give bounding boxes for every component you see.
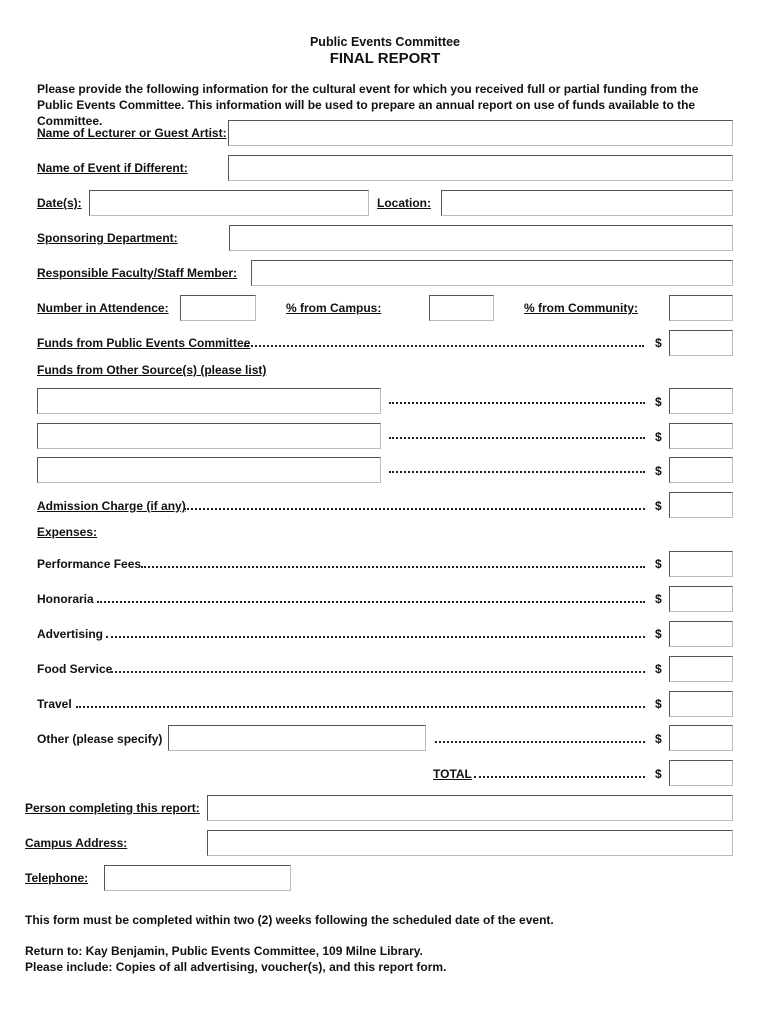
other-source-amount-1[interactable] xyxy=(669,388,733,414)
organization-name: Public Events Committee xyxy=(309,35,461,49)
honoraria-label: Honoraria xyxy=(37,592,94,606)
telephone-label: Telephone: xyxy=(25,871,89,885)
location-label: Location: xyxy=(377,196,431,210)
food-service-label: Food Service xyxy=(37,662,113,676)
campus-address-input[interactable] xyxy=(207,830,733,856)
other-source-input-2[interactable] xyxy=(37,423,381,449)
location-input[interactable] xyxy=(441,190,733,216)
person-label: Person completing this report: xyxy=(25,801,200,815)
dollar-sign: $ xyxy=(655,592,662,606)
total-input[interactable] xyxy=(669,760,733,786)
pct-campus-input[interactable] xyxy=(429,295,494,321)
dollar-sign: $ xyxy=(655,336,662,350)
dot-leader xyxy=(97,601,645,603)
advertising-input[interactable] xyxy=(669,621,733,647)
form-title: FINAL REPORT xyxy=(329,50,441,67)
total-label: TOTAL xyxy=(433,767,472,781)
dot-leader xyxy=(76,706,645,708)
other-expense-label: Other (please specify) xyxy=(37,732,163,746)
lecturer-label: Name of Lecturer or Guest Artist: xyxy=(37,126,227,140)
pct-campus-label: % from Campus: xyxy=(286,301,382,315)
dot-leader xyxy=(106,636,645,638)
pec-funds-label: Funds from Public Events Committee xyxy=(37,336,251,350)
department-input[interactable] xyxy=(229,225,733,251)
performance-fees-input[interactable] xyxy=(669,551,733,577)
food-service-input[interactable] xyxy=(669,656,733,682)
intro-text: Please provide the following information for the cultural event for which you received full or partial funding from the Public Events Committee. This information will be used to prepare an annual report on use of funds available to the Committee. xyxy=(37,82,699,128)
expenses-heading: Expenses: xyxy=(37,525,98,539)
other-source-input-1[interactable] xyxy=(37,388,381,414)
faculty-label: Responsible Faculty/Staff Member: xyxy=(37,266,238,280)
campus-address-label: Campus Address: xyxy=(25,836,128,850)
other-expense-input[interactable] xyxy=(669,725,733,751)
dot-leader xyxy=(389,402,645,404)
admission-input[interactable] xyxy=(669,492,733,518)
event-name-label: Name of Event if Different: xyxy=(37,161,188,175)
deadline-note: This form must be completed within two (2) weeks following the scheduled date of the event. xyxy=(25,913,554,927)
attendance-label: Number in Attendence: xyxy=(37,301,169,315)
lecturer-input[interactable] xyxy=(228,120,733,146)
pct-community-input[interactable] xyxy=(669,295,733,321)
dot-leader xyxy=(389,437,645,439)
other-source-amount-3[interactable] xyxy=(669,457,733,483)
travel-label: Travel xyxy=(37,697,72,711)
performance-fees-label: Performance Fees xyxy=(37,557,142,571)
dot-leader xyxy=(474,776,645,778)
other-sources-label: Funds from Other Source(s) (please list) xyxy=(37,363,267,377)
dot-leader xyxy=(141,566,645,568)
travel-input[interactable] xyxy=(669,691,733,717)
dollar-sign: $ xyxy=(655,464,662,478)
other-expense-specify-input[interactable] xyxy=(168,725,426,751)
telephone-input[interactable] xyxy=(104,865,291,891)
faculty-input[interactable] xyxy=(251,260,733,286)
return-address: Return to: Kay Benjamin, Public Events Committee, 109 Milne Library. xyxy=(25,944,423,958)
dollar-sign: $ xyxy=(655,732,662,746)
pct-community-label: % from Community: xyxy=(524,301,638,315)
pec-funds-input[interactable] xyxy=(669,330,733,356)
dates-label: Date(s): xyxy=(37,196,82,210)
honoraria-input[interactable] xyxy=(669,586,733,612)
dot-leader xyxy=(184,508,645,510)
dollar-sign: $ xyxy=(655,697,662,711)
dot-leader xyxy=(435,741,645,743)
dollar-sign: $ xyxy=(655,499,662,513)
dollar-sign: $ xyxy=(655,662,662,676)
dot-leader xyxy=(244,345,644,347)
event-name-input[interactable] xyxy=(228,155,733,181)
dates-input[interactable] xyxy=(89,190,369,216)
other-source-amount-2[interactable] xyxy=(669,423,733,449)
admission-label: Admission Charge (if any) xyxy=(37,499,186,513)
other-source-input-3[interactable] xyxy=(37,457,381,483)
dollar-sign: $ xyxy=(655,557,662,571)
dollar-sign: $ xyxy=(655,767,662,781)
dollar-sign: $ xyxy=(655,430,662,444)
dollar-sign: $ xyxy=(655,627,662,641)
include-note: Please include: Copies of all advertising, voucher(s), and this report form. xyxy=(25,960,447,974)
advertising-label: Advertising xyxy=(37,627,104,641)
dot-leader xyxy=(389,471,645,473)
dot-leader xyxy=(111,671,645,673)
person-input[interactable] xyxy=(207,795,733,821)
dollar-sign: $ xyxy=(655,395,662,409)
department-label: Sponsoring Department: xyxy=(37,231,178,245)
attendance-input[interactable] xyxy=(180,295,256,321)
